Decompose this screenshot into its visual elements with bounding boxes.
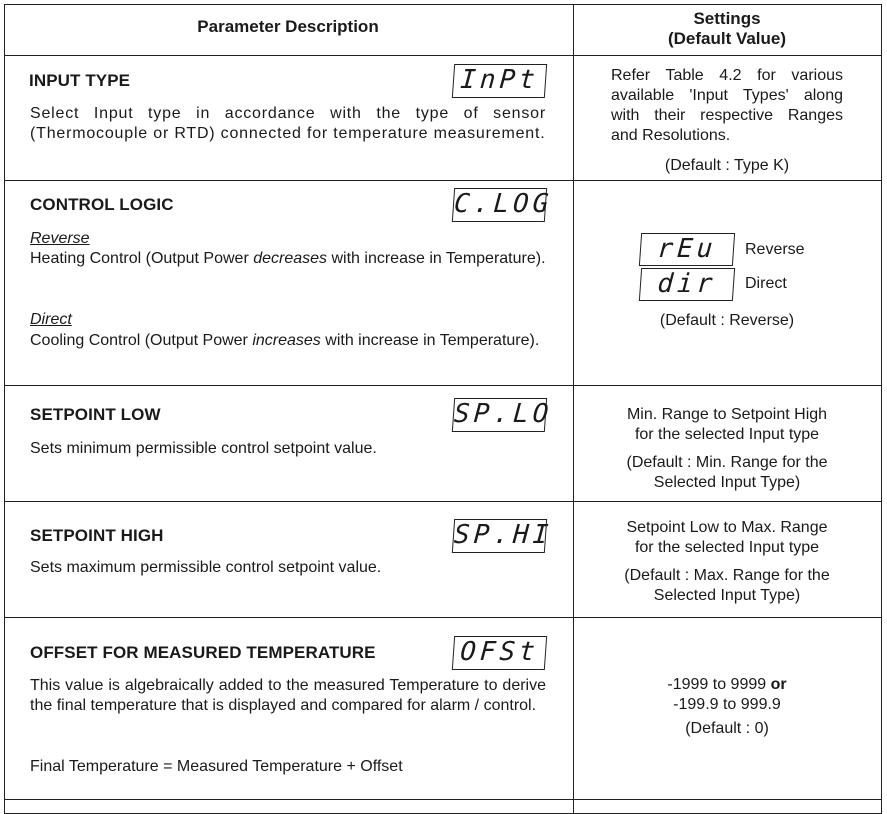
- setpoint-low-display-code: SP.LO: [452, 398, 547, 432]
- setpoint-high-default-line1: (Default : Max. Range for the: [624, 567, 830, 584]
- offset-description: This value is algebraically added to the measured Temperature to derive the final temperature that is displayed and compared for alarm / control.: [30, 677, 546, 714]
- setpoint-low-default-line2: Selected Input Type): [653, 474, 801, 491]
- input-type-default: (Default : Type K): [664, 157, 790, 174]
- setpoint-high-default-line2: Selected Input Type): [653, 587, 801, 604]
- input-type-settings: Refer Table 4.2 for various available 'Input Types' along with their respective Ranges and Resolutions.: [611, 67, 843, 144]
- direct-text-pre: Cooling Control (Output Power: [30, 332, 253, 349]
- row-divider: [5, 385, 881, 386]
- control-logic-default: (Default : Reverse): [659, 312, 795, 329]
- setpoint-high-display-code: SP.HI: [452, 519, 547, 553]
- header-settings: [572, 9, 882, 49]
- direct-text-post: with increase in Temperature).: [320, 332, 540, 349]
- row-divider: [5, 617, 881, 618]
- offset-title: OFFSET FOR MEASURED TEMPERATURE: [30, 643, 376, 662]
- header-parameter-description: Parameter Description: [197, 17, 379, 36]
- direct-option-code: dir: [639, 268, 735, 301]
- setpoint-low-title: SETPOINT LOW: [30, 405, 161, 424]
- offset-display-code: OFSt: [452, 636, 547, 670]
- reverse-text-em: decreases: [253, 250, 328, 267]
- offset-range: [572, 675, 882, 715]
- input-type-display-code: InPt: [452, 64, 547, 98]
- offset-default: (Default : 0): [685, 720, 769, 737]
- setpoint-low-description: Sets minimum permissible control setpoint value.: [30, 440, 377, 457]
- direct-text-em: increases: [252, 332, 321, 349]
- setpoint-low-default: [572, 453, 882, 493]
- row-divider: [5, 55, 881, 56]
- setpoint-high-description: Sets maximum permissible control setpoint value.: [30, 559, 382, 576]
- reverse-option-code: rEu: [639, 233, 735, 266]
- header-settings-line2: (Default Value): [667, 29, 787, 48]
- setpoint-high-default: [572, 566, 882, 606]
- setpoint-low-default-line1: (Default : Min. Range for the: [626, 454, 828, 471]
- direct-description: [30, 331, 546, 351]
- setpoint-low-settings-line1: Min. Range to Setpoint High: [626, 406, 828, 423]
- reverse-heading: Reverse: [30, 230, 90, 247]
- reverse-text-post: with increase in Temperature).: [327, 250, 546, 267]
- input-type-title: INPUT TYPE: [29, 71, 131, 90]
- offset-formula: Final Temperature = Measured Temperature + Offset: [30, 758, 403, 775]
- reverse-description: [30, 249, 546, 269]
- row-divider: [5, 501, 881, 502]
- control-logic-title: CONTROL LOGIC: [30, 195, 174, 214]
- setpoint-low-settings-line2: for the selected Input type: [634, 426, 820, 443]
- setpoint-low-settings: [572, 405, 882, 445]
- offset-range-values: -1999 to 9999: [667, 676, 771, 693]
- offset-range-line2: -199.9 to 999.9: [673, 696, 781, 713]
- header-settings-line1: Settings: [693, 9, 761, 28]
- setpoint-high-settings: [572, 518, 882, 558]
- setpoint-high-settings-line2: for the selected Input type: [634, 539, 820, 556]
- reverse-text-pre: Heating Control (Output Power: [30, 250, 254, 267]
- reverse-option-label: Reverse: [745, 241, 805, 258]
- control-logic-display-code: C.LOG: [452, 188, 547, 222]
- setpoint-high-title: SETPOINT HIGH: [30, 526, 164, 545]
- row-divider: [5, 180, 881, 181]
- direct-option-label: Direct: [745, 275, 787, 292]
- setpoint-high-settings-line1: Setpoint Low to Max. Range: [626, 519, 828, 536]
- input-type-description: Select Input type in accordance with the type of sensor (Thermocouple or RTD) connected for temperature measurement.: [30, 105, 546, 142]
- direct-heading: Direct: [30, 311, 72, 328]
- row-divider: [5, 799, 881, 800]
- offset-range-or: or: [770, 676, 787, 693]
- offset-range-line1: [572, 675, 882, 695]
